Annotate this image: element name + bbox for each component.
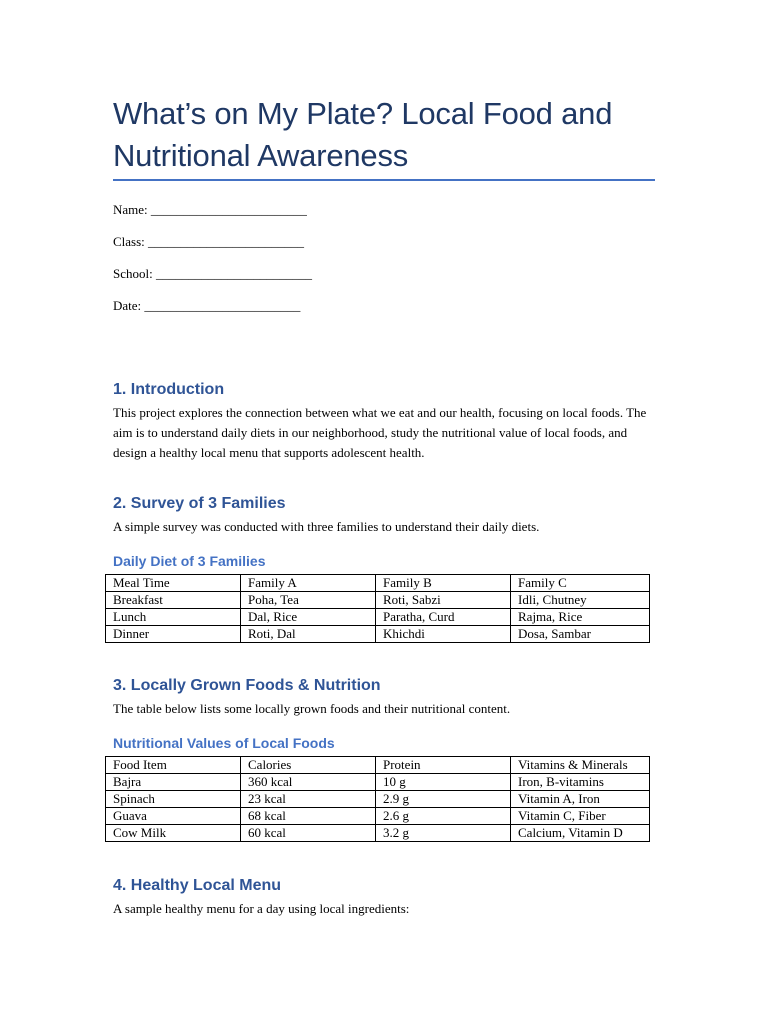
nutritional-values-table — [105, 756, 650, 842]
table-cell: Vitamin C, Fiber — [511, 808, 650, 825]
table-cell: 10 g — [376, 774, 511, 791]
local-foods-paragraph: The table below lists some locally grown foods and their nutritional content. — [113, 701, 511, 716]
table-header-cell: Food Item — [106, 757, 241, 774]
table-cell: 360 kcal — [241, 774, 376, 791]
table-row — [106, 774, 650, 791]
table-cell: Iron, B-vitamins — [511, 774, 650, 791]
daily-diet-table-title: Daily Diet of 3 Families — [113, 553, 266, 569]
table-row — [106, 791, 650, 808]
table-header-row — [106, 757, 650, 774]
table-cell: Breakfast — [106, 592, 241, 609]
table-cell: 2.9 g — [376, 791, 511, 808]
table-header-row — [106, 575, 650, 592]
table-header-cell: Meal Time — [106, 575, 241, 592]
table-cell: Lunch — [106, 609, 241, 626]
table-header-cell: Family C — [511, 575, 650, 592]
table-header-cell: Calories — [241, 757, 376, 774]
table-cell: Vitamin A, Iron — [511, 791, 650, 808]
table-cell: Dinner — [106, 626, 241, 643]
healthy-menu-heading: 4. Healthy Local Menu — [113, 877, 282, 894]
table-cell: 2.6 g — [376, 808, 511, 825]
table-cell: 23 kcal — [241, 791, 376, 808]
table-cell: 3.2 g — [376, 825, 511, 842]
table-cell: Poha, Tea — [241, 592, 376, 609]
healthy-menu-paragraph: A sample healthy menu for a day using local ingredients: — [113, 901, 410, 916]
table-header-cell: Family B — [376, 575, 511, 592]
introduction-heading: 1. Introduction — [113, 381, 225, 398]
survey-heading: 2. Survey of 3 Families — [113, 495, 286, 512]
table-row — [106, 808, 650, 825]
table-cell: 60 kcal — [241, 825, 376, 842]
introduction-paragraph: This project explores the connection between what we eat and our health, focusing on local foods. The aim is to understand daily diets in our neighborhood, study the nutritional value of local foods, and design a healthy local menu that supports adolescent health. — [113, 405, 647, 460]
table-row — [106, 825, 650, 842]
table-cell: Idli, Chutney — [511, 592, 650, 609]
table-row — [106, 609, 650, 626]
table-cell: Calcium, Vitamin D — [511, 825, 650, 842]
nutritional-values-table-title: Nutritional Values of Local Foods — [113, 735, 335, 751]
table-row — [106, 592, 650, 609]
table-header-cell: Vitamins & Minerals — [511, 757, 650, 774]
table-cell: Guava — [106, 808, 241, 825]
table-cell: Roti, Sabzi — [376, 592, 511, 609]
table-cell: Dosa, Sambar — [511, 626, 650, 643]
document-title: What’s on My Plate? Local Food and Nutritional Awareness — [113, 96, 613, 173]
school-field: School: ________________________ — [113, 266, 312, 281]
table-header-cell: Family A — [241, 575, 376, 592]
date-field: Date: ________________________ — [113, 298, 301, 313]
table-cell: Rajma, Rice — [511, 609, 650, 626]
class-field: Class: ________________________ — [113, 234, 305, 249]
table-row — [106, 626, 650, 643]
daily-diet-table — [105, 574, 650, 643]
name-field: Name: ________________________ — [113, 202, 307, 217]
table-cell: 68 kcal — [241, 808, 376, 825]
table-cell: Bajra — [106, 774, 241, 791]
table-header-cell: Protein — [376, 757, 511, 774]
table-cell: Spinach — [106, 791, 241, 808]
title-underline — [113, 179, 655, 181]
survey-paragraph: A simple survey was conducted with three families to understand their daily diets. — [113, 519, 540, 534]
table-cell: Khichdi — [376, 626, 511, 643]
table-cell: Paratha, Curd — [376, 609, 511, 626]
local-foods-heading: 3. Locally Grown Foods & Nutrition — [113, 677, 381, 694]
table-cell: Roti, Dal — [241, 626, 376, 643]
table-cell: Dal, Rice — [241, 609, 376, 626]
table-cell: Cow Milk — [106, 825, 241, 842]
